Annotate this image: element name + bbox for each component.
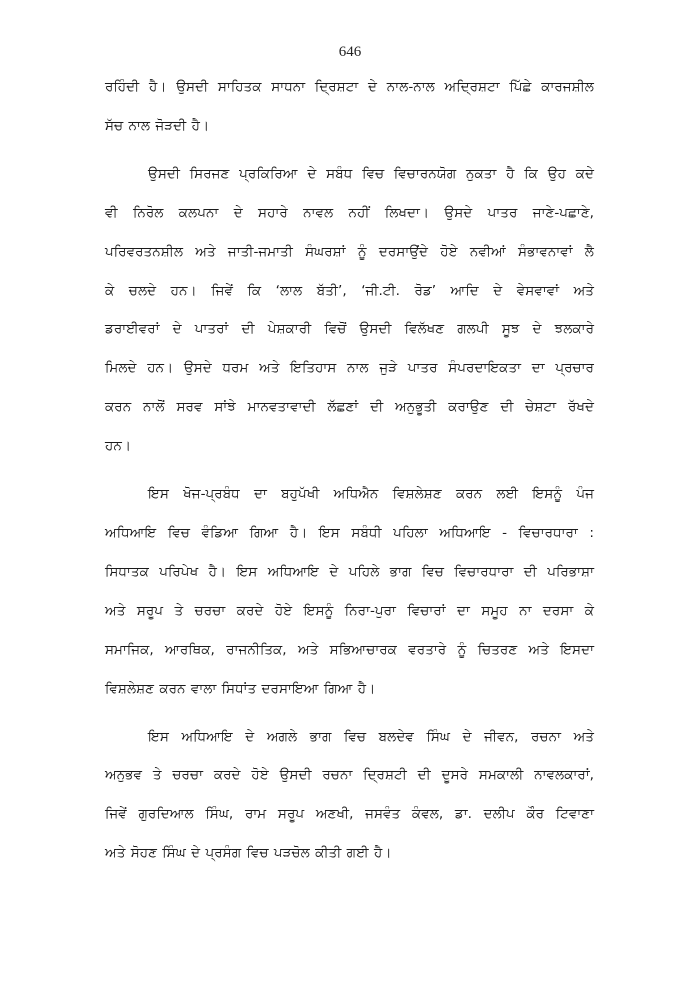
text-line: ਇਸ ਅਧਿਆਇ ਦੇ ਅਗਲੇ ਭਾਗ ਵਿਚ ਬਲਦੇਵ ਸਿੰਘ ਦੇ ਜੀਵਨ, ਰਚਨਾ ਅਤੇ	[148, 728, 594, 745]
text-line: ਸਮਾਜਿਕ, ਆਰਥਿਕ, ਰਾਜਨੀਤਿਕ, ਅਤੇ ਸਭਿਆਚਾਰਕ ਵਰਤਾਰੇ ਨੂੰ ਚਿਤਰਣ ਅਤੇ ਇਸਦਾ	[105, 641, 594, 658]
text-line: ਮਿਲਦੇ ਹਨ। ਉਸਦੇ ਧਰਮ ਅਤੇ ਇਤਿਹਾਸ ਨਾਲ ਜੁੜੇ ਪਾਤਰ ਸੰਪਰਦਾਇਕਤਾ ਦਾ ਪ੍ਰਚਾਰ	[105, 360, 594, 377]
page-number: 646	[338, 44, 362, 60]
text-line: ਕਰਨ ਨਾਲੋਂ ਸਰਵ ਸਾਂਝੇ ਮਾਨਵਤਾਵਾਦੀ ਲੱਛਣਾਂ ਦੀ ਅਨੁਭੂਤੀ ਕਰਾਉਣ ਦੀ ਚੇਸ਼ਟਾ ਰੱਖਦੇ	[105, 399, 594, 416]
text-line: ਅਨੁਭਵ ਤੇ ਚਰਚਾ ਕਰਦੇ ਹੋਏ ਉਸਦੀ ਰਚਨਾ ਦ੍ਰਿਸ਼ਟੀ ਦੀ ਦੂਸਰੇ ਸਮਕਾਲੀ ਨਾਵਲਕਾਰਾਂ,	[105, 767, 594, 784]
text-line: ਪਰਿਵਰਤਨਸ਼ੀਲ ਅਤੇ ਜਾਤੀ-ਜਮਾਤੀ ਸੰਘਰਸ਼ਾਂ ਨੂੰ ਦਰਸਾਉਂਦੇ ਹੋਏ ਨਵੀਆਂ ਸੰਭਾਵਨਾਵਾਂ ਲੈ	[105, 243, 594, 260]
text-line: ਅਧਿਆਇ ਵਿਚ ਵੰਡਿਆ ਗਿਆ ਹੈ। ਇਸ ਸਬੰਧੀ ਪਹਿਲਾ ਅਧਿਆਇ - ਵਿਚਾਰਧਾਰਾ :	[105, 524, 594, 541]
paragraph-3	[105, 475, 594, 708]
paragraph-1	[105, 68, 594, 146]
text-line: ਅਤੇ ਸੋਹਣ ਸਿੰਘ ਦੇ ਪ੍ਰਸੰਗ ਵਿਚ ਪੜਚੋਲ ਕੀਤੀ ਗਈ ਹੈ।	[105, 845, 392, 862]
text-line: ਹਨ।	[105, 438, 132, 455]
text-line: ਡਰਾਈਵਰਾਂ ਦੇ ਪਾਤਰਾਂ ਦੀ ਪੇਸ਼ਕਾਰੀ ਵਿਚੋਂ ਉਸਦੀ ਵਿਲੱਖਣ ਗਲਪੀ ਸੂਝ ਦੇ ਝਲਕਾਰੇ	[105, 321, 594, 338]
text-line: ਉਸਦੀ ਸਿਰਜਣ ਪ੍ਰਕਿਰਿਆ ਦੇ ਸਬੰਧ ਵਿਚ ਵਿਚਾਰਨਯੋਗ ਨੁਕਤਾ ਹੈ ਕਿ ਉਹ ਕਦੇ	[148, 165, 594, 182]
text-line: ਕੇ ਚਲਦੇ ਹਨ। ਜਿਵੇਂ ਕਿ ‘ਲਾਲ ਬੱਤੀ’, ‘ਜੀ.ਟੀ. ਰੋਡ’ ਆਦਿ ਦੇ ਵੇਸਵਾਵਾਂ ਅਤੇ	[105, 282, 594, 299]
text-line: ਜਿਵੇਂ ਗੁਰਦਿਆਲ ਸਿੰਘ, ਰਾਮ ਸਰੂਪ ਅਣਖੀ, ਜਸਵੰਤ ਕੰਵਲ, ਡਾ. ਦਲੀਪ ਕੌਰ ਟਿਵਾਣਾ	[105, 806, 594, 823]
text-line: ਸੱਚ ਨਾਲ ਜੋੜਦੀ ਹੈ।	[105, 117, 210, 134]
text-line: ਅਤੇ ਸਰੂਪ ਤੇ ਚਰਚਾ ਕਰਦੇ ਹੋਏ ਇਸਨੂੰ ਨਿਰਾ-ਪੁਰਾ ਵਿਚਾਰਾਂ ਦਾ ਸਮੂਹ ਨਾ ਦਰਸਾ ਕੇ	[105, 602, 594, 619]
page-body	[105, 68, 594, 873]
paragraph-4	[105, 718, 594, 874]
text-line: ਇਸ ਖੋਜ-ਪ੍ਰਬੰਧ ਦਾ ਬਹੁਪੱਖੀ ਅਧਿਐਨ ਵਿਸ਼ਲੇਸ਼ਣ ਕਰਨ ਲਈ ਇਸਨੂੰ ਪੰਜ	[148, 486, 594, 503]
text-line: ਰਹਿੰਦੀ ਹੈ। ਉਸਦੀ ਸਾਹਿਤਕ ਸਾਧਨਾ ਦ੍ਰਿਸ਼ਟਾ ਦੇ ਨਾਲ-ਨਾਲ ਅਦ੍ਰਿਸ਼ਟਾ ਪਿੱਛੇ ਕਾਰਜਸ਼ੀਲ	[105, 79, 594, 95]
paragraph-2	[105, 155, 594, 466]
text-line: ਸਿਧਾਤਕ ਪਰਿਪੇਖ ਹੈ। ਇਸ ਅਧਿਆਇ ਦੇ ਪਹਿਲੇ ਭਾਗ ਵਿਚ ਵਿਚਾਰਧਾਰਾ ਦੀ ਪਰਿਭਾਸ਼ਾ	[105, 563, 594, 580]
text-line: ਵਿਸ਼ਲੇਸ਼ਣ ਕਰਨ ਵਾਲਾ ਸਿਧਾਂਤ ਦਰਸਾਇਆ ਗਿਆ ਹੈ।	[105, 680, 376, 697]
text-line: ਵੀ ਨਿਰੋਲ ਕਲਪਨਾ ਦੇ ਸਹਾਰੇ ਨਾਵਲ ਨਹੀਂ ਲਿਖਦਾ। ਉਸਦੇ ਪਾਤਰ ਜਾਣੇ-ਪਛਾਣੇ,	[105, 204, 594, 221]
